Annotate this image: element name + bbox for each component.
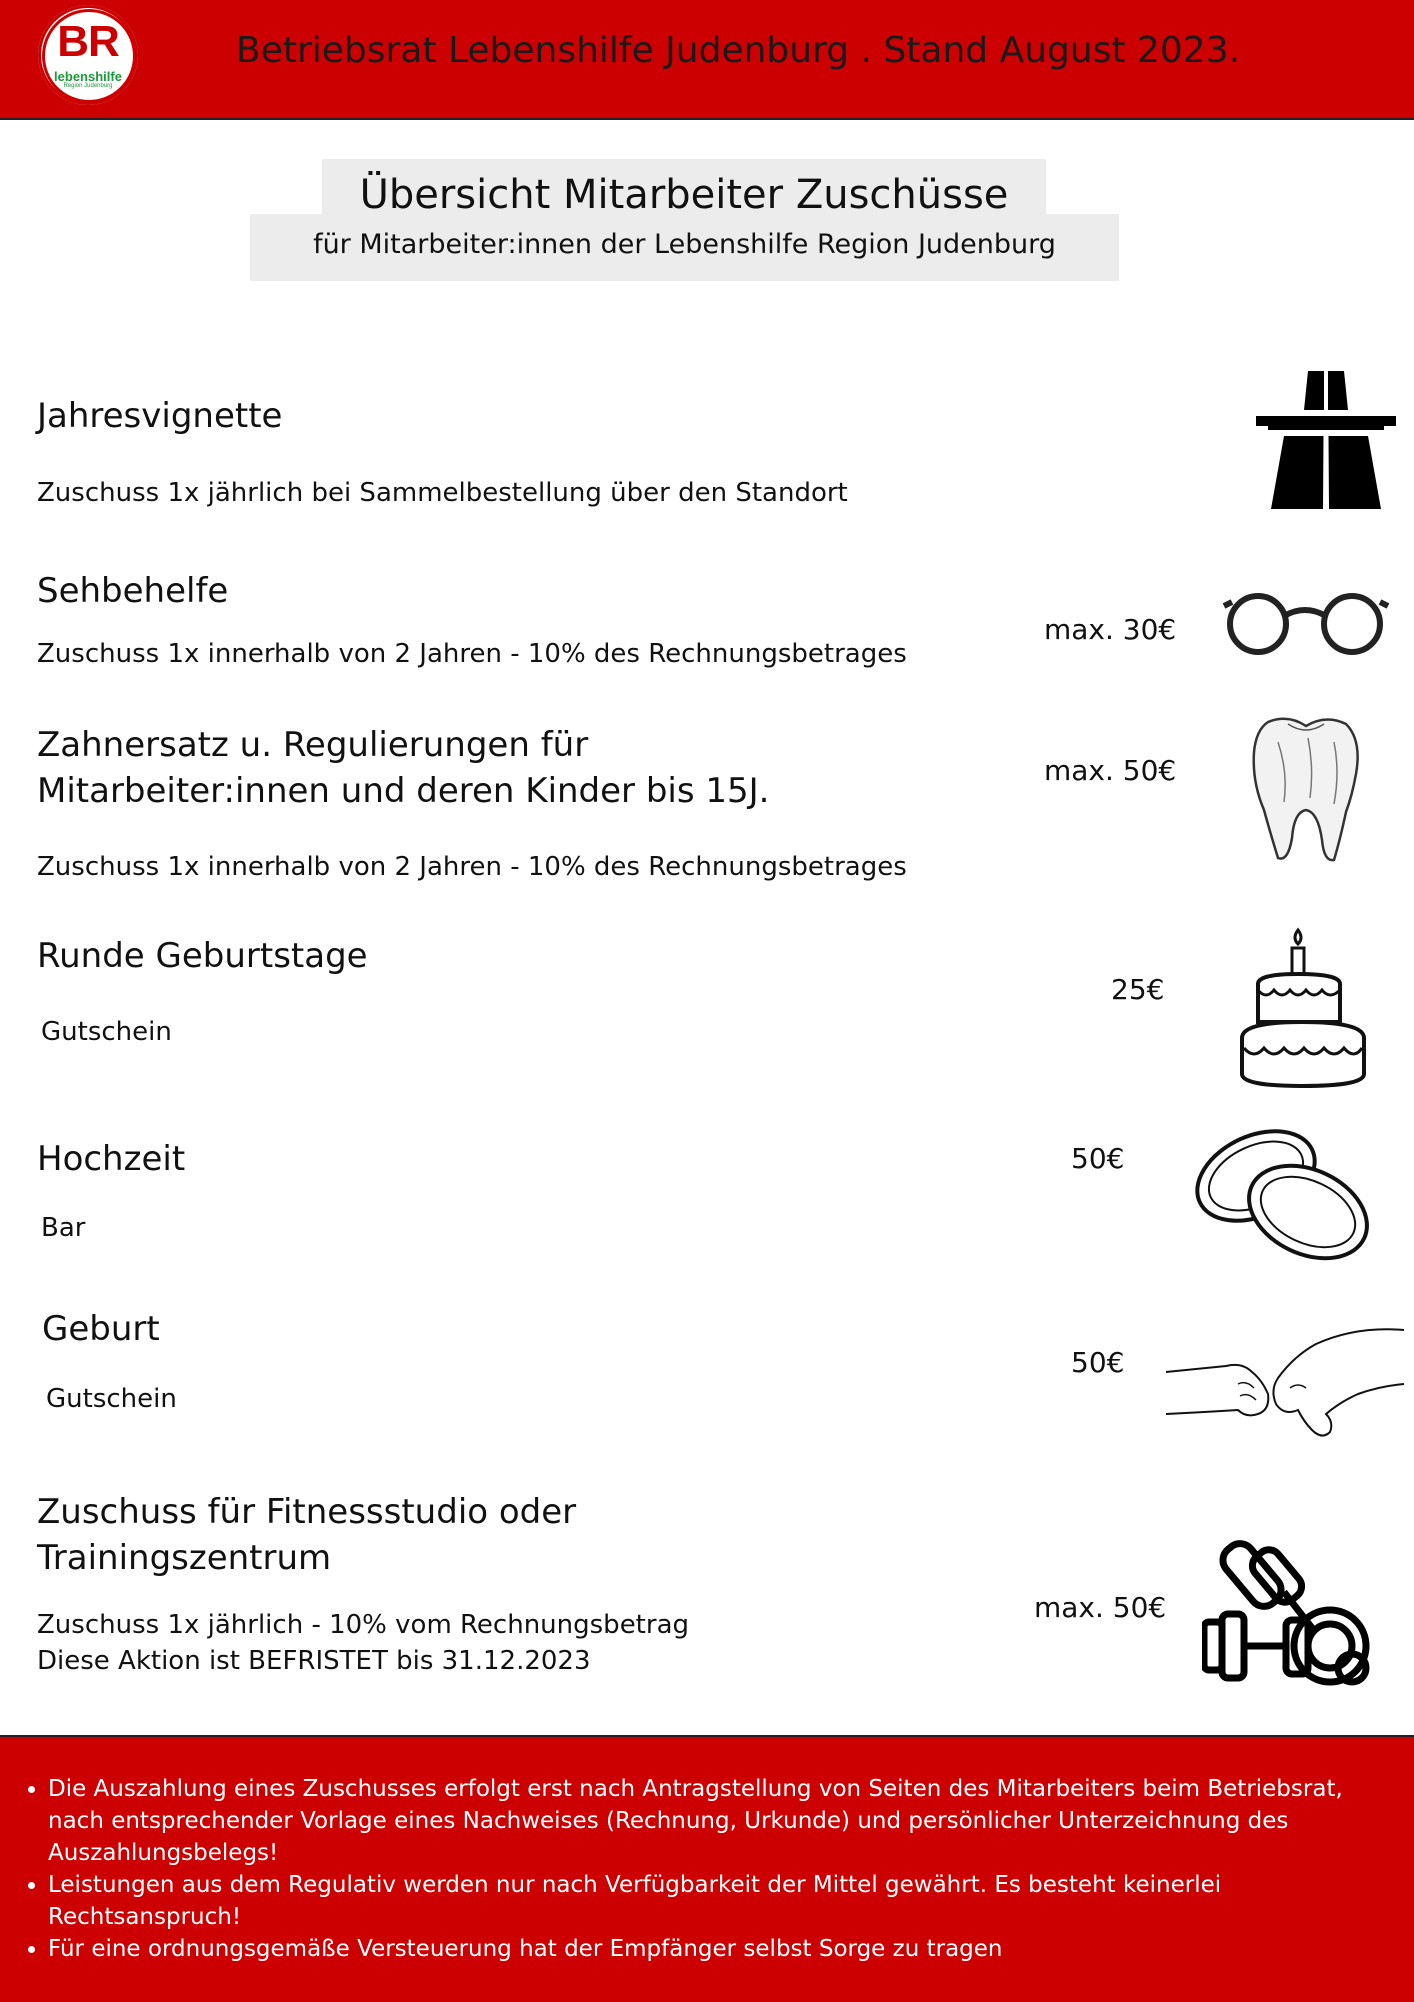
rings-icon (1190, 1120, 1374, 1266)
header-bar (0, 0, 1414, 120)
item-amount-hochzeit: 50€ (1071, 1142, 1125, 1175)
item-desc-fitness-line2: Diese Aktion ist BEFRISTET bis 31.12.2023 (37, 1646, 591, 1676)
item-desc-hochzeit: Bar (41, 1213, 86, 1243)
item-heading-hochzeit: Hochzeit (37, 1139, 186, 1179)
note-item: • Für eine ordnungsgemäße Versteuerung hat der Empfänger selbst Sorge zu tragen (48, 1933, 1388, 1965)
item-heading-fitness-line2: Trainingszentrum (37, 1538, 332, 1578)
item-amount-sehbehelfe: max. 30€ (1044, 613, 1177, 646)
logo-subtext: lebenshilfe (54, 69, 122, 84)
item-heading-zahnersatz: Zahnersatz u. Regulierungen für (37, 725, 589, 765)
glasses-icon (1220, 588, 1392, 658)
baby-hand-icon (1166, 1322, 1406, 1442)
highway-icon (1256, 368, 1396, 513)
logo-text: BR (57, 17, 119, 66)
item-desc-fitness: Zuschuss 1x jährlich - 10% vom Rechnungsbetrag (37, 1610, 690, 1640)
item-desc-zahnersatz: Zuschuss 1x innerhalb von 2 Jahren - 10% des Rechnungsbetrages (37, 852, 907, 882)
footer-notes (0, 1735, 1414, 2002)
item-desc-geburt: Gutschein (46, 1384, 177, 1414)
note-item: • Leistungen aus dem Regulativ werden nur nach Verfügbarkeit der Mittel gewährt. Es besteht keinerlei Rechtsanspruch! (48, 1869, 1388, 1933)
page-title: Übersicht Mitarbeiter Zuschüsse (359, 172, 1009, 218)
item-amount-geburtstage: 25€ (1111, 973, 1165, 1006)
item-desc-geburtstage: Gutschein (41, 1017, 172, 1047)
page-subtitle: für Mitarbeiter:innen der Lebenshilfe Region Judenburg (313, 229, 1056, 260)
item-heading-zahnersatz-line2: Mitarbeiter:innen und deren Kinder bis 15J. (37, 771, 770, 811)
item-heading-geburt: Geburt (42, 1309, 160, 1349)
logo-region: Region Judenburg (63, 83, 113, 89)
notes-list (0, 1773, 1388, 1965)
item-heading-geburtstage: Runde Geburtstage (37, 936, 368, 976)
cake-icon (1236, 926, 1370, 1088)
item-amount-geburt: 50€ (1071, 1346, 1125, 1379)
br-logo (38, 5, 138, 105)
item-heading-fitness: Zuschuss für Fitnessstudio oder (37, 1492, 577, 1532)
item-amount-zahnersatz: max. 50€ (1044, 754, 1177, 787)
item-desc-vignette: Zuschuss 1x jährlich bei Sammelbestellung über den Standort (37, 478, 848, 508)
item-heading-sehbehelfe: Sehbehelfe (37, 571, 229, 611)
header-title: Betriebsrat Lebenshilfe Judenburg . Stand August 2023. (236, 30, 1241, 71)
note-item: • Die Auszahlung eines Zuschusses erfolgt erst nach Antragstellung von Seiten des Mitarbeiters beim Betriebsrat, nach entsprechender Vorlage eines Nachweises (Rechnung, Urkunde) und persönlicher Unterzeichnung des Auszahlungsbelegs! (48, 1773, 1388, 1869)
item-heading-vignette: Jahresvignette (37, 396, 283, 436)
tooth-icon (1248, 712, 1364, 866)
dumbbell-icon (1202, 1534, 1390, 1694)
item-amount-fitness: max. 50€ (1034, 1591, 1167, 1624)
item-desc-sehbehelfe: Zuschuss 1x innerhalb von 2 Jahren - 10% des Rechnungsbetrages (37, 639, 907, 669)
